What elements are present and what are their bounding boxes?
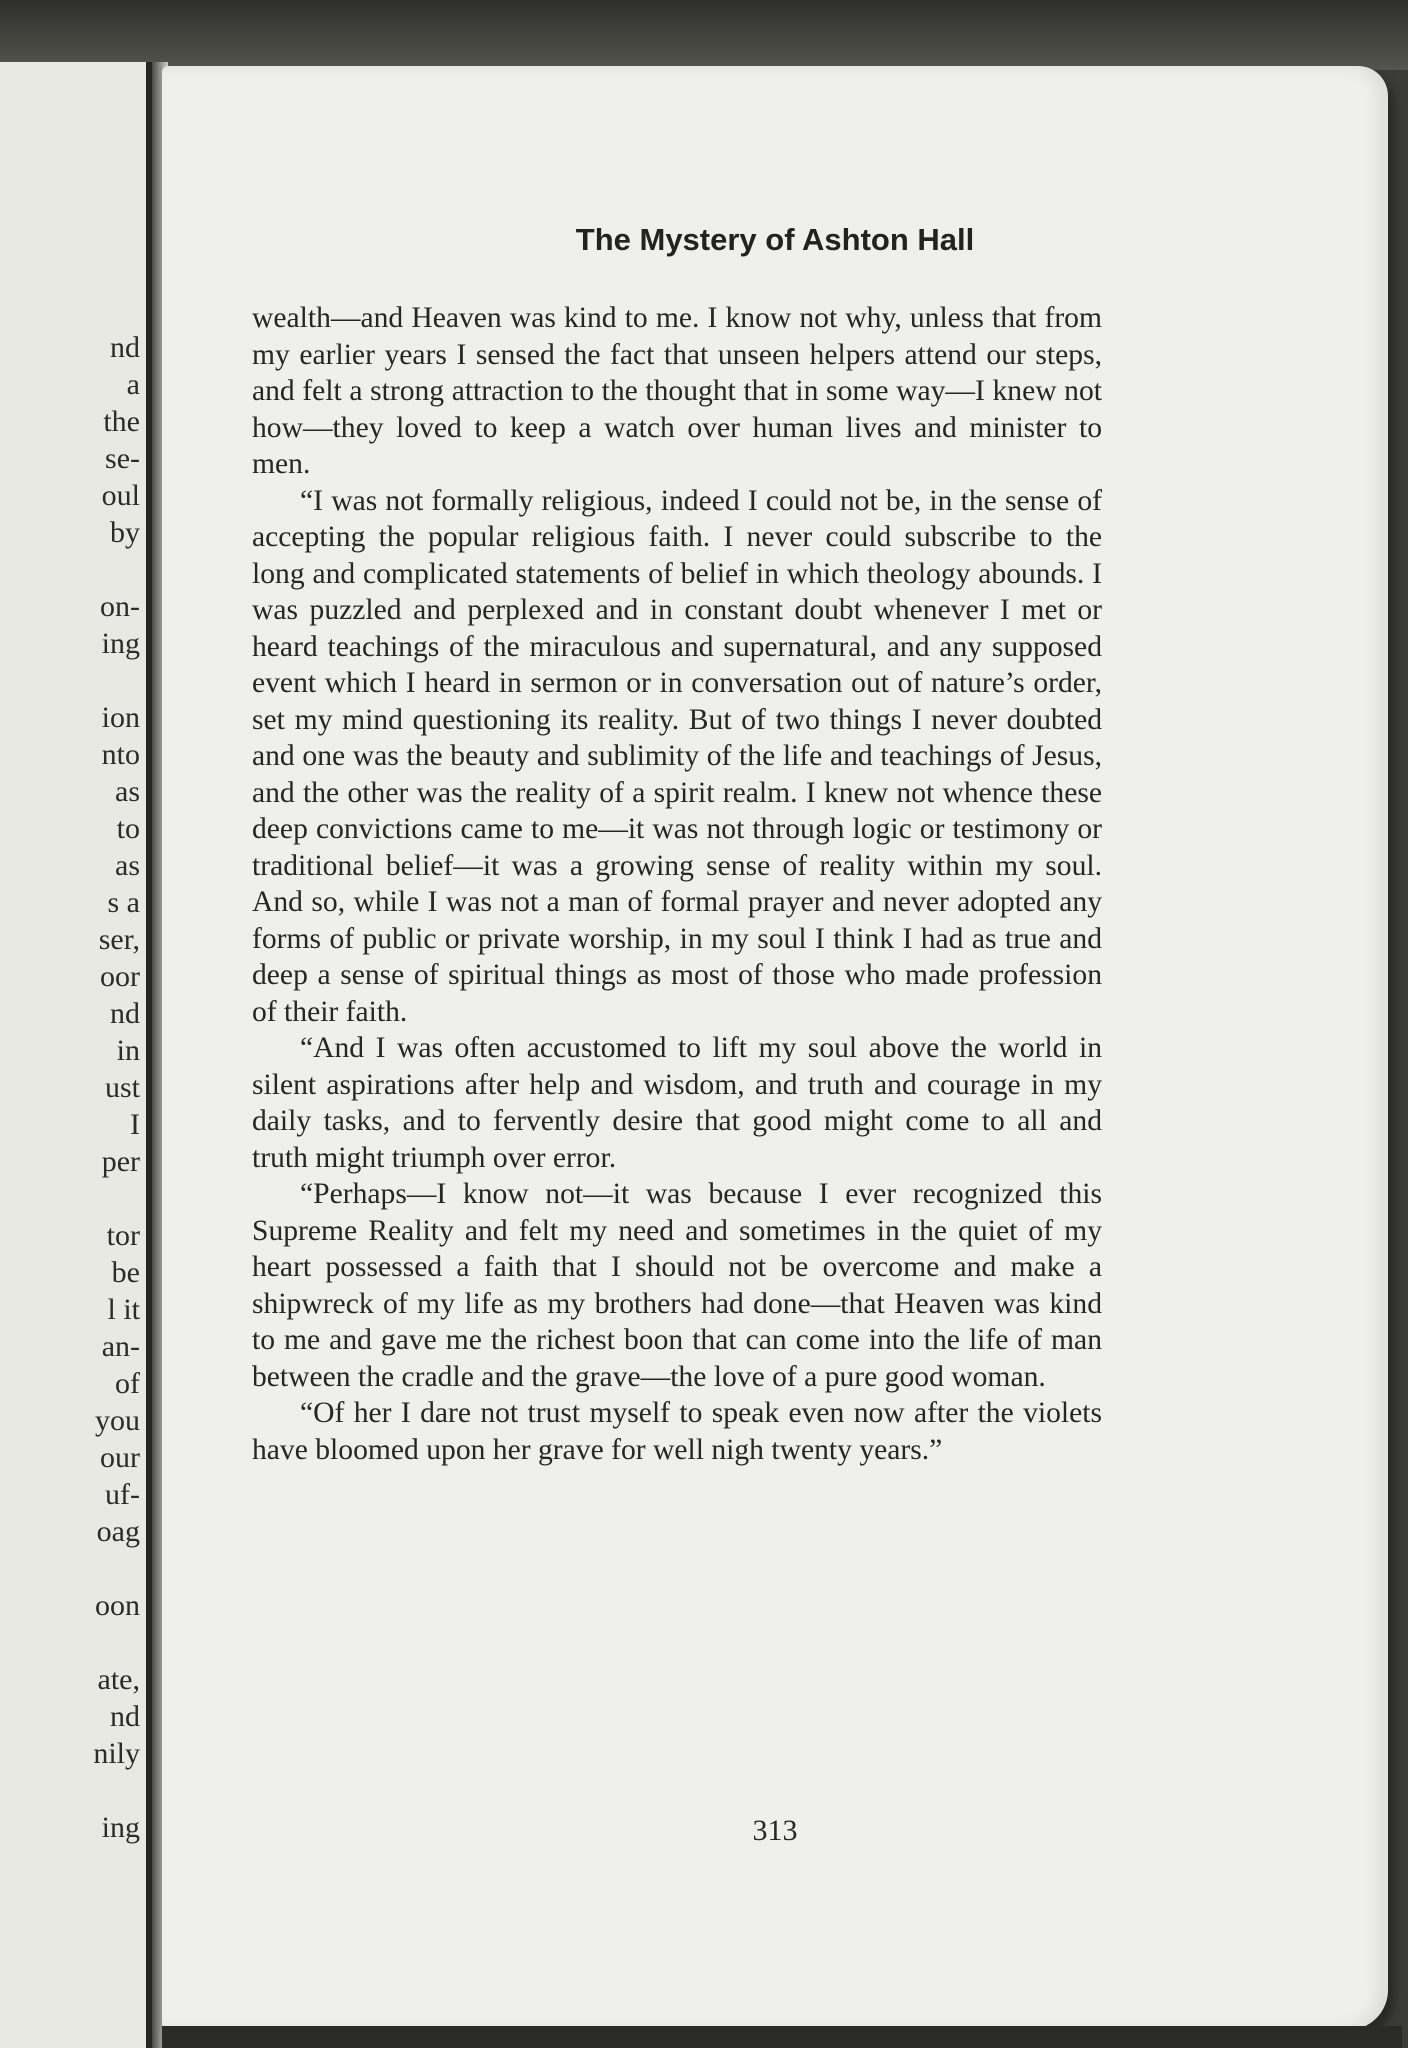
- left-page-text-fragment: oor: [100, 960, 140, 993]
- page-number: 313: [752, 1814, 798, 1847]
- left-page-text-fragment: oag: [96, 1515, 140, 1548]
- left-page-text-fragment: nd: [110, 1700, 140, 1733]
- left-page-text-fragment: a: [126, 368, 140, 401]
- left-page-text-fragment: se-: [105, 442, 140, 475]
- left-page-fragment: [0, 62, 152, 2048]
- left-page-text-fragment: nto: [101, 738, 140, 771]
- running-title: The Mystery of Ashton Hall: [575, 222, 975, 257]
- left-page-text-fragment: the: [103, 405, 140, 438]
- left-page-text-fragment: on-: [100, 590, 140, 623]
- left-page-text-fragment: ing: [101, 1811, 140, 1844]
- left-page-text-fragment: oul: [101, 479, 140, 512]
- left-page-text-fragment: ust: [104, 1071, 140, 1104]
- right-page: [162, 66, 1388, 2030]
- left-page-text-fragment: be: [111, 1256, 140, 1289]
- left-page-text-fragment: of: [115, 1367, 140, 1400]
- paragraph-3: “And I was often accustomed to lift my soul above the world in silent aspirations after help and wisdom, and truth and courage in my daily tasks, and to fervently desire that good might come to all and truth might triumph over error.: [252, 1032, 1102, 1174]
- left-page-text-fragment: I: [130, 1108, 140, 1141]
- left-page-text-fragment: uf-: [105, 1478, 140, 1511]
- left-page-text-fragment: ate,: [97, 1663, 140, 1696]
- left-page-text-fragment: ion: [101, 701, 140, 734]
- left-page-text-fragment: nily: [93, 1737, 140, 1770]
- left-page-text-fragment: our: [100, 1441, 140, 1474]
- left-page-text-fragment: l it: [107, 1293, 140, 1326]
- book-top-edge: [0, 0, 1408, 70]
- left-page-text-fragment: nd: [110, 997, 140, 1030]
- left-page-text-fragment: you: [95, 1404, 140, 1437]
- left-page-text-fragment: per: [101, 1145, 140, 1178]
- body-text: [252, 300, 1102, 1468]
- left-page-text-fragment: nd: [110, 331, 140, 364]
- left-page-text-fragment: an-: [101, 1330, 140, 1363]
- paragraph-2: “I was not formally religious, indeed I could not be, in the sense of accepting the popular religious faith. I never could subscribe to the long and complicated statements of belief in which theology abounds. I was puzzled and perplexed and in constant doubt whenever I met or heard teachings of the miraculous and supernatural, and any supposed event which I heard in sermon or in conversation out of nature’s order, set my mind questioning its reality. But of two things I never doubted and one was the beauty and sublimity of the life and teachings of Jesus, and the other was the reality of a spirit realm. I knew not whence these deep convictions came to me—it was not through logic or testimony or traditional belief—it was a growing sense of reality within my soul. And so, while I was not a man of formal prayer and never adopted any forms of public or private worship, in my soul I think I had as true and deep a sense of spiritual things as most of those who made profession of their faith.: [252, 484, 1102, 1028]
- left-page-text-fragment: by: [110, 516, 140, 549]
- paragraph-4: “Perhaps—I know not—it was because I ever recognized this Supreme Reality and felt my need and sometimes in the quiet of my heart possessed a faith that I should not be overcome and make a shipwreck of my life as my brothers had done—that Heaven was kind to me and gave me the richest boon that can come into the life of man between the cradle and the grave—the love of a pure good woman.: [252, 1178, 1102, 1393]
- left-page-text-fragment: tor: [106, 1219, 140, 1252]
- left-page-text-fragment: as: [115, 849, 140, 882]
- paragraph-5: “Of her I dare not trust myself to speak even now after the violets have bloomed upon her grave for well nigh twenty years.”: [252, 1397, 1102, 1466]
- left-page-text-fragment: ser,: [98, 923, 140, 956]
- left-page-text-fragment: s a: [107, 886, 140, 919]
- left-page-text-fragment: as: [115, 775, 140, 808]
- left-page-text-fragment: to: [116, 812, 140, 845]
- left-page-text-fragment: oon: [95, 1589, 140, 1622]
- left-page-text-fragment: ing: [101, 627, 140, 660]
- left-page-text-fragment: in: [116, 1034, 140, 1067]
- book-bottom-edge: [162, 2026, 1402, 2048]
- paragraph-1: wealth—and Heaven was kind to me. I know not why, unless that from my earlier years I sensed the fact that unseen helpers attend our steps, and felt a strong attraction to the thought that in some way—I knew not how—they loved to keep a watch over human lives and minister to men.: [252, 302, 1102, 480]
